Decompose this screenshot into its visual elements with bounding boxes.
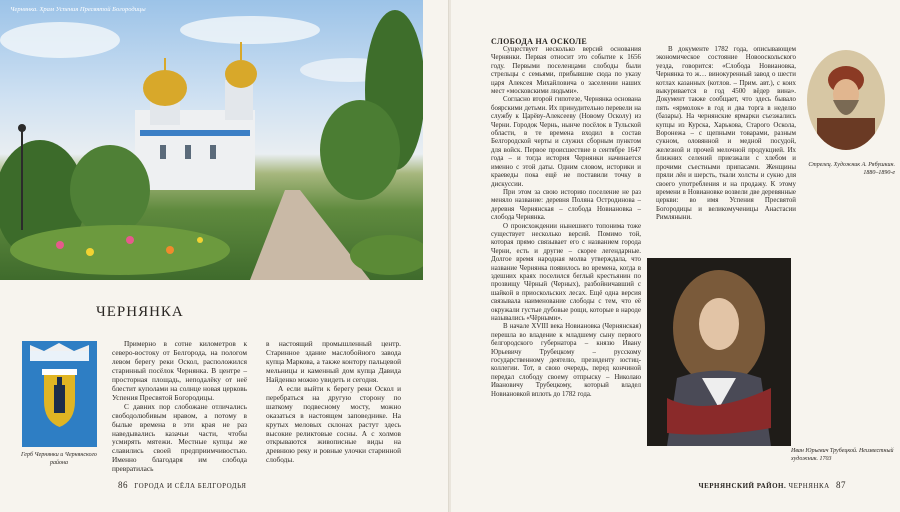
page-number: 86 — [118, 480, 128, 490]
right-text-column-2 — [656, 46, 796, 223]
section-heading: СЛОБОДА НА ОСКОЛЕ — [491, 36, 588, 46]
paragraph: В начале XVIII века Новиановка (Чернянская) перешла во владение к младшему сыну первого белгородского губернатора – князю Ивану Юрьевичу Трубецкому – русскому государственному деятелю, президенту юстиц-коллегии. Тот, в свою очередь, перед кончиной передал слободу своему отпрыску – Николаю Ивановичу Трубецкому, который владел Новиановкой вплоть до 1782 года. — [491, 323, 641, 398]
right-footer — [698, 480, 850, 490]
portrait1-caption: Стрелец. Художник А. Рябушкин. 1880–1890-е — [808, 162, 895, 176]
right-text-column-1 — [491, 46, 641, 399]
left-page — [0, 0, 449, 512]
page-number: 87 — [836, 480, 846, 490]
streltsy-portrait — [807, 50, 885, 150]
coat-of-arms-caption: Герб Чернянки и Чернянского района — [21, 452, 97, 466]
section-title: ЧЕРНЯНКА — [96, 304, 184, 321]
paragraph: В документе 1782 года, описывающем экономическое состояние Новооскольского уезда, говорится: «Слобода Новиановка, Чернянка то ж… винокуренный завод о шести котлах казанных (котлов. – Прим. авт.), с коих выкуривается в год 4500 вёдер вина». Документ также сообщает, что здесь бывало пять «ярмолок» в год и два торга в неделю (базары). На чернянские ярмарки съезжались купцы из Курска, Харькова, Старого Оскола, Воронежа – с щепными товарами, разным сукном, оловянной и медной посудой, железной и прочей мелочной продукцией. Их ближних селений приезжали с хлебом и прочими съестными припасами. Женщины пряли лён и шерсть, ткали холсты и сукно для своего употребления и на продажу. К этому времени в Новиановке возвели две деревянные церкви: во имя Успения Пресвятой Богородицы и великомученицы Анастасии Римляныни. — [656, 46, 796, 222]
left-text-column-1 — [112, 340, 247, 474]
church-photo — [0, 0, 423, 280]
right-page — [451, 0, 900, 512]
left-text-column-2 — [266, 340, 401, 465]
paragraph: А если выйти к берегу реки Оскол и перебраться на другую сторону по шаткому подвесному мосту, можно оказаться в настоящем заповеднике. На крутых меловых склонах растут здесь высокие реликтовые сосны. А с холмов открываются живописные виды на древнюю реку и ровные улочки старинной слободы. — [266, 383, 401, 465]
trubetskoy-portrait — [647, 258, 791, 446]
portrait2-caption: Иван Юрьевич Трубецкой. Неизвестный художник. 1703 — [791, 448, 894, 462]
paragraph: Существует несколько версий основания Чернянки. Первая относит это событие к 1656 году. Первыми поселенцами слободы были стрельцы с семьями, прибывшие сюда по указу царя Алексея Михайловича о заселении наших мест «московскими людьми». — [491, 46, 641, 96]
photo-caption: Чернянка. Храм Успения Пресвятой Богородицы — [10, 6, 146, 13]
paragraph: Согласно второй гипотезе, Чернянка основана боярскими детьми. Их принудительно перевели на службу к Царёву-Алексееву (Новому Осколу) из Черни. Городок Чернь, нынче посёлок в Тульской области, в те времена входил в состав Белгородской черты и служил сборным пунктом для войск. Первое происшествие в сентябре 1647 года – и тогда история Чернянки начинается именно с этой даты. Одним словом, историки и краеведы пока ещё не поставили точку в дискуссии. — [491, 96, 641, 188]
paragraph: О происхождении нынешнего топонима тоже существует несколько версий. Помимо той, которая прямо связывает его с названием города Черни, есть и другие – скорее легендарные. Долгое время народная молва утверждала, что название Чернянка появилось во времена, когда в здешних краях поселился беглый крестьянин по прозвищу Чёрный (Черных), разбойничавший с шайкой в приоскольских лесах. Ещё одна версия связывала наименование слободы с тем, что её окружали густые дубовые рощи, которые в народе назывались «Чёрными». — [491, 222, 641, 322]
coat-of-arms — [22, 341, 97, 447]
running-title: ЧЕРНЯНКА — [788, 482, 830, 490]
paragraph: в настоящий промышленный центр. Старинное здание маслобойного завода купца Маркова, а также контору пальцевой мельницы и каменный дом купца Давида Найденко можно увидеть и сегодня. — [266, 339, 401, 384]
paragraph: Примерно в сотне километров к северо-востоку от Белгорода, на пологом левом берегу реки Оскол, расположился старинный посёлок Чернянка. В центре – просторная площадь, неподалёку от неё блестит куполами на солнце новая церковь Успения Пресвятой Богородицы. — [112, 339, 247, 402]
running-title-bold: ЧЕРНЯНСКИЙ РАЙОН. — [698, 482, 787, 490]
left-footer — [114, 480, 246, 490]
paragraph: При этом за свою историю поселение не раз меняло название: деревня Поляна Остродинова – деревня Чернянская – слобода Новиановка – слобода Чернянка. — [491, 188, 641, 222]
running-title: ГОРОДА И СЁЛА БЕЛГОРОДЬЯ — [134, 482, 247, 490]
paragraph: С давних пор слобожане отличались свободолюбивым нравом, а потому в былые времена в эти края не раз наведывались казачьи части, чтобы усмирять мятежи. Местные купцы же славились своей предприимчивостью. Именно благодаря им слобода превратилась — [112, 401, 247, 474]
